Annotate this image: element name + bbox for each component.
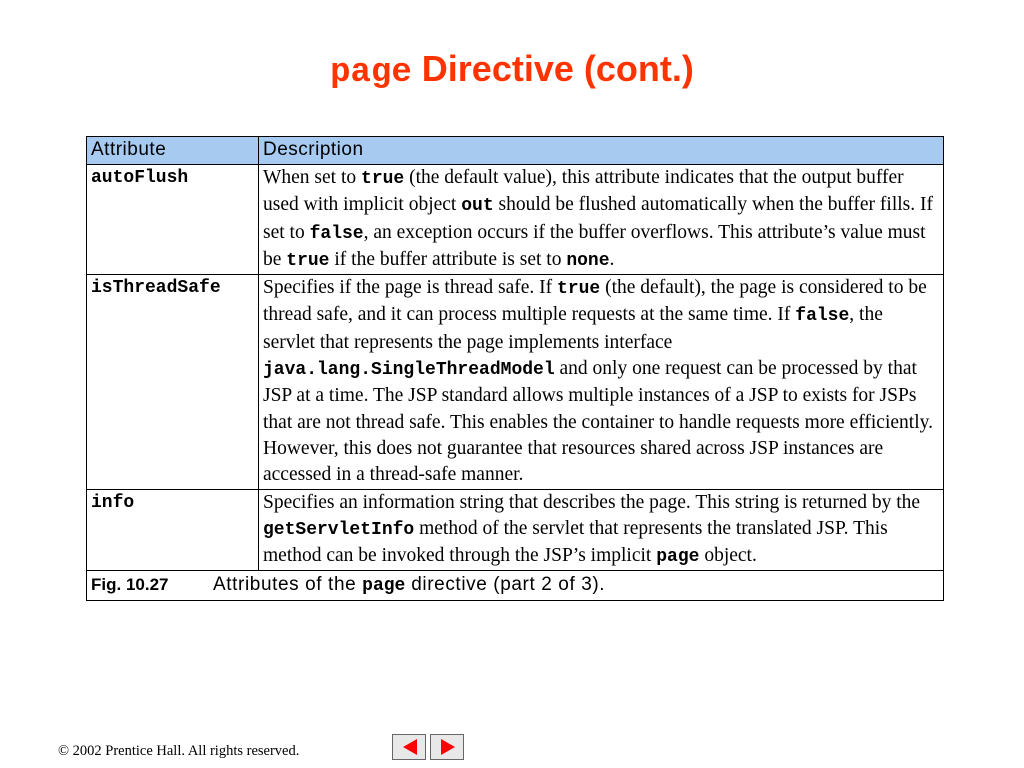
description-text: Specifies if the page is thread safe. If [263,277,558,299]
table-row [87,275,944,489]
code-keyword: none [566,250,610,271]
description-text: object. [699,545,757,567]
attribute-name: info [87,489,259,571]
description-text: method of the servlet that represents the translated JSP. This method can be invoked through the JSP’s implicit [263,517,888,567]
code-keyword: java.lang.SingleThreadModel [263,360,555,381]
caption-code: page [362,576,406,597]
attribute-description [259,489,944,571]
header-attribute: Attribute [87,137,259,165]
attributes-table [86,136,944,601]
description-text: . [609,248,615,270]
description-text: , an exception occurs if the buffer overflows. This attribute’s value must be [263,221,926,270]
description-text: and only one request can be processed by that JSP at a time. The JSP standard allows multiple instances of a JSP to exists for JSPs that are not thread safe. This enables the container to handle requests more efficiently. However, this does not guarantee that resources shared across JSP instances are accessed in a thread-safe manner. [263,358,933,486]
figure-caption-row [87,571,944,601]
code-keyword: page [656,547,700,568]
figure-label: Fig. 10.27 [91,575,169,595]
description-text: if the buffer attribute is set to [329,248,567,270]
attribute-name: autoFlush [87,165,259,275]
table-header-row [87,137,944,165]
attribute-description [259,165,944,275]
left-arrow-icon [403,739,417,755]
header-description: Description [259,137,944,165]
right-arrow-icon [441,739,455,755]
attribute-description [259,275,944,489]
previous-slide-button[interactable] [392,734,426,760]
page-title [0,44,1024,98]
code-keyword: true [286,250,330,271]
description-text: should be flushed automatically when the buffer fills. If set to [263,194,933,243]
attribute-name: isThreadSafe [87,275,259,489]
page-title-text: Directive (cont.) [411,48,694,89]
code-keyword: true [557,279,601,300]
code-keyword: getServletInfo [263,519,415,540]
table-row [87,489,944,571]
code-keyword: false [309,223,364,244]
description-text: (the default value), this attribute indicates that the output buffer used with implicit object [263,167,904,216]
slide-navigation [392,734,464,760]
description-text: (the default), the page is considered to be thread safe, and it can process multiple requests at the same time. If [263,277,927,326]
table-row [87,165,944,275]
description-text: When set to [263,167,362,188]
code-keyword: false [795,306,850,327]
copyright-footer: © 2002 Prentice Hall. All rights reserved. [58,743,300,759]
next-slide-button[interactable] [430,734,464,760]
table-body [87,165,944,601]
code-keyword: out [461,196,494,217]
page-title-code: page [330,54,412,92]
caption-text-before: Attributes of the [213,574,363,596]
code-keyword: true [361,169,405,189]
figure-caption [87,571,944,601]
description-text: Specifies an information string that describes the page. This string is returned by the [263,491,921,513]
description-text: , the servlet that represents the page implements interface [263,304,883,353]
caption-text-after: directive (part 2 of 3). [405,574,606,596]
